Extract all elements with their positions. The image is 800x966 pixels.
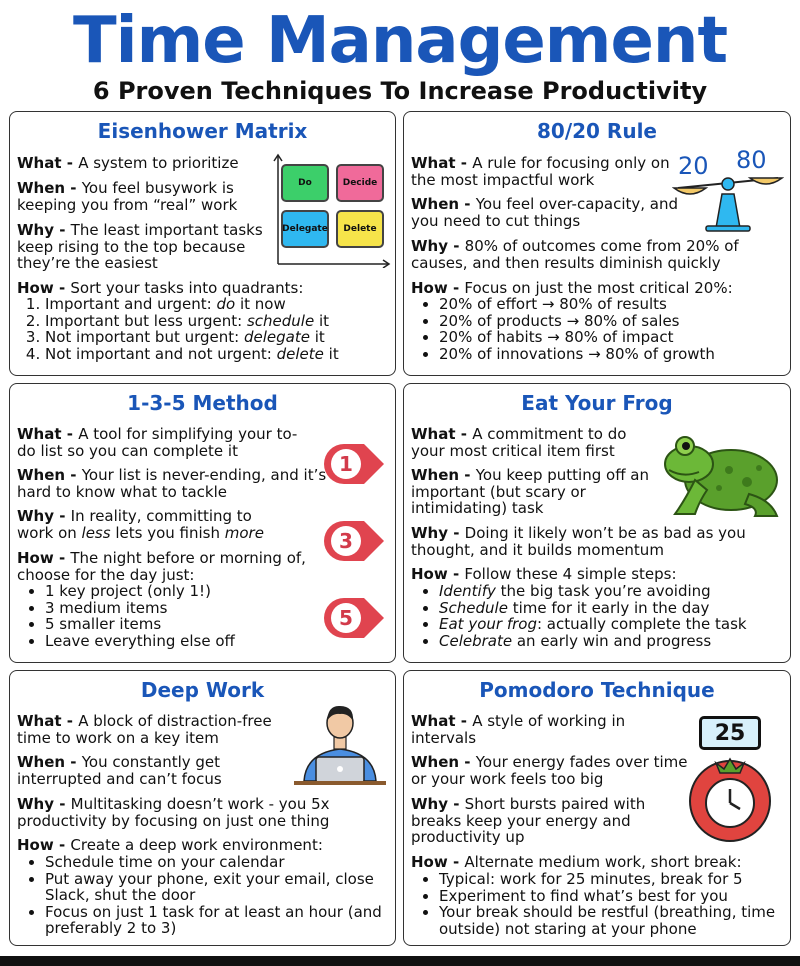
frog-steps-list xyxy=(411,583,800,649)
card-title: Deep Work xyxy=(140,678,265,702)
list-item: • Typical: work for 25 minutes, break for 5 xyxy=(439,871,789,888)
quadrant-do: Do xyxy=(281,164,329,202)
list-item: • Identify the big task you’re avoiding xyxy=(439,583,800,600)
page-subtitle: 6 Proven Techniques To Increase Productivity xyxy=(92,77,708,105)
what-text: What - A style of working in intervals xyxy=(411,712,626,747)
why-text: Why - Doing it likely won’t be as bad as you thought, and it builds momentum xyxy=(411,524,746,559)
timer-display: 25 xyxy=(699,716,761,750)
how-text: How - Alternate medium work, short break: xyxy=(411,853,742,871)
frog-icon xyxy=(659,424,784,524)
list-item: • Celebrate an early win and progress xyxy=(439,633,800,650)
why-text: Why - The least important tasks keep rising to the top because they’re the easiest xyxy=(17,221,263,272)
pomodoro-list xyxy=(411,871,789,937)
why-text: Why - Short bursts paired with breaks keep your energy and productivity up xyxy=(411,795,646,846)
list-item: • 5 smaller items xyxy=(45,616,345,633)
pin-one-icon xyxy=(324,442,386,486)
card-title: Eat Your Frog xyxy=(521,391,673,415)
scale-right-number: 80 xyxy=(736,146,767,174)
when-text: When - You constantly get interrupted and can’t focus xyxy=(17,753,222,788)
how-text: How - Focus on just the most critical 20%: xyxy=(411,279,733,297)
task-list xyxy=(17,583,345,649)
person-at-laptop-icon xyxy=(290,701,390,785)
card-8020-rule xyxy=(403,111,791,376)
list-item: • 20% of products → 80% of sales xyxy=(439,313,799,330)
quadrant-delete: Delete xyxy=(336,210,384,248)
how-text: How - Follow these 4 simple steps: xyxy=(411,565,677,583)
card-pomodoro xyxy=(403,670,791,946)
list-item: • 20% of habits → 80% of impact xyxy=(439,329,799,346)
deep-work-list xyxy=(17,854,395,937)
what-text: What - A commitment to do your most critical item first xyxy=(411,425,627,460)
how-text: How - Sort your tasks into quadrants: xyxy=(17,279,304,297)
card-eat-your-frog xyxy=(403,383,791,663)
list-item: • Schedule time on your calendar xyxy=(45,854,395,871)
list-item: • 20% of innovations → 80% of growth xyxy=(439,346,799,363)
scale-icon xyxy=(672,144,784,232)
card-deep-work xyxy=(9,670,396,946)
list-item: • 20% of effort → 80% of results xyxy=(439,296,799,313)
pin-number: 3 xyxy=(339,529,353,553)
list-item: • 3 medium items xyxy=(45,600,345,617)
card-title: Pomodoro Technique xyxy=(479,678,715,702)
card-title: 1-3-5 Method xyxy=(127,391,278,415)
card-eisenhower xyxy=(9,111,396,376)
when-text: When - You feel over-capacity, and you need to cut things xyxy=(411,195,679,230)
list-item: • Schedule time for it early in the day xyxy=(439,600,800,617)
pin-number: 1 xyxy=(339,452,353,476)
when-text: When - You feel busywork is keeping you from “real” work xyxy=(17,179,238,214)
why-text: Why - Multitasking doesn’t work - you 5x productivity by focusing on just one thing xyxy=(17,795,330,830)
page-title: Time Management xyxy=(72,4,728,78)
card-135-method xyxy=(9,383,396,663)
when-text: When - Your energy fades over time or your work feels too big xyxy=(411,753,688,788)
list-item: 1. Important and urgent: do it now xyxy=(45,296,415,313)
quadrant-decide: Decide xyxy=(336,164,384,202)
card-title: Eisenhower Matrix xyxy=(97,119,308,143)
list-item: 2. Important but less urgent: schedule it xyxy=(45,313,415,330)
tomato-timer-icon xyxy=(684,751,774,851)
pin-three-icon xyxy=(324,519,386,563)
why-text: Why - In reality, committing to work on less lets you finish more xyxy=(17,507,264,542)
list-item: • Your break should be restful (breathing, time outside) not staring at your phone xyxy=(439,904,789,937)
bottom-bar xyxy=(0,956,800,966)
why-text: Why - 80% of outcomes come from 20% of causes, and then results diminish quickly xyxy=(411,237,739,272)
how-text: How - The night before or morning of, choose for the day just: xyxy=(17,549,306,584)
what-text: What - A block of distraction-free time to work on a key item xyxy=(17,712,272,747)
pin-number: 5 xyxy=(339,606,353,630)
when-text: When - You keep putting off an important (but scary or intimidating) task xyxy=(411,466,650,517)
scale-left-number: 20 xyxy=(678,152,709,180)
pin-five-icon xyxy=(324,596,386,640)
card-title: 80/20 Rule xyxy=(537,119,657,143)
list-item: 3. Not important but urgent: delegate it xyxy=(45,329,415,346)
list-item: • Put away your phone, exit your email, close Slack, shut the door xyxy=(45,871,395,904)
when-text: When - Your list is never-ending, and it’s hard to know what to tackle xyxy=(17,466,327,501)
list-item: • Focus on just 1 task for at least an hour (and preferably 2 to 3) xyxy=(45,904,395,937)
what-text: What - A tool for simplifying your to-do list so you can complete it xyxy=(17,425,298,460)
list-item: • 1 key project (only 1!) xyxy=(45,583,345,600)
list-item: 4. Not important and not urgent: delete it xyxy=(45,346,415,363)
how-text: How - Create a deep work environment: xyxy=(17,836,323,854)
focus-list xyxy=(411,296,799,362)
quadrant-delegate: Delegate xyxy=(281,210,329,248)
list-item: • Eat your frog: actually complete the task xyxy=(439,616,800,633)
quadrant-steps xyxy=(17,296,415,362)
what-text: What - A rule for focusing only on the most impactful work xyxy=(411,154,670,189)
what-text: What - A system to prioritize xyxy=(17,154,239,172)
list-item: • Leave everything else off xyxy=(45,633,345,650)
list-item: • Experiment to find what’s best for you xyxy=(439,888,789,905)
